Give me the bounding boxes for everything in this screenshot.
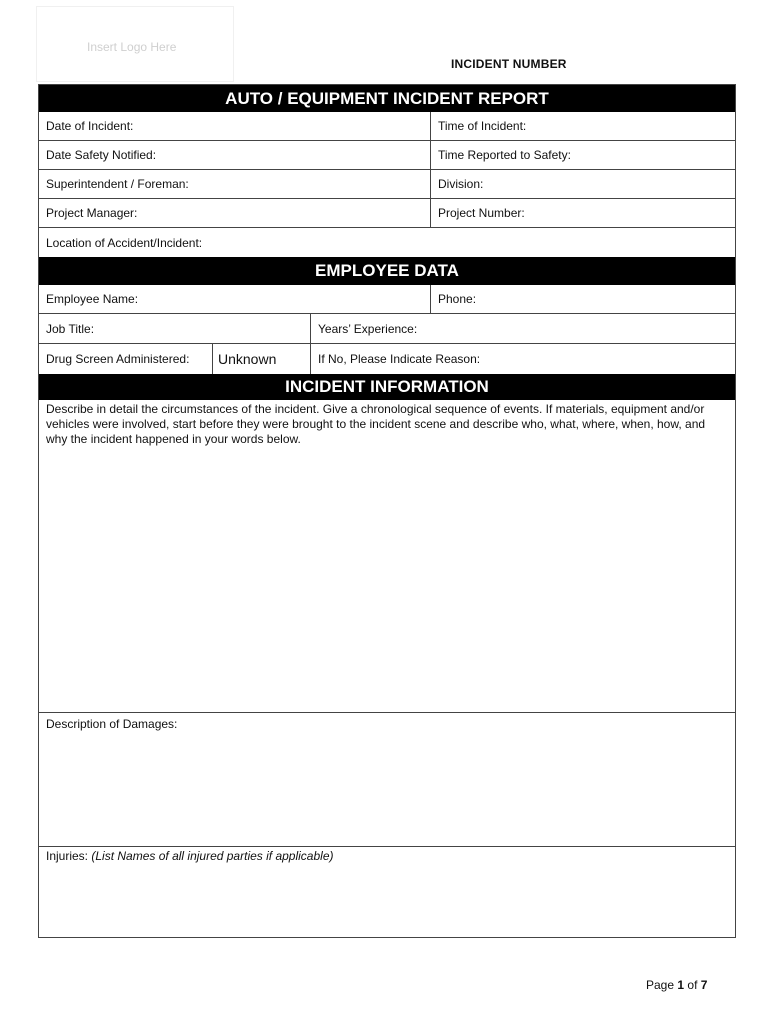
row-superintendent — [39, 170, 735, 199]
page-number — [646, 978, 707, 992]
report-title: AUTO / EQUIPMENT INCIDENT REPORT — [39, 85, 735, 112]
date-of-incident-field[interactable]: Date of Incident: — [46, 119, 134, 133]
employee-name-field[interactable]: Employee Name: — [46, 292, 139, 306]
date-safety-notified-field[interactable]: Date Safety Notified: — [46, 148, 157, 162]
damages-description-area[interactable] — [39, 713, 735, 847]
incident-description-area[interactable] — [39, 400, 735, 713]
row-location — [39, 228, 735, 257]
row-job-title — [39, 314, 735, 344]
employee-data-header: EMPLOYEE DATA — [39, 257, 735, 285]
injuries-note: (List Names of all injured parties if applicable) — [91, 849, 334, 863]
page-current: 1 — [677, 978, 685, 992]
incident-description-instructions: Describe in detail the circumstances of the incident. Give a chronological sequence of events. If materials, equipment and/or vehicles were involved, start before they were brought to the incident scene and describe who, what, where, when, how, and why the incident happened in your words below. — [46, 402, 706, 446]
page-prefix: Page — [646, 978, 675, 992]
row-safety-notified — [39, 141, 735, 170]
logo-placeholder-text: Insert Logo Here — [87, 40, 177, 54]
division-field[interactable]: Division: — [430, 170, 735, 198]
row-date-time — [39, 112, 735, 141]
project-manager-field[interactable]: Project Manager: — [46, 206, 138, 220]
injuries-label: Injuries: — [46, 849, 89, 863]
time-reported-to-safety-field[interactable]: Time Reported to Safety: — [430, 141, 735, 169]
row-project — [39, 199, 735, 228]
drug-screen-value[interactable]: Unknown — [212, 344, 310, 374]
injuries-area[interactable] — [39, 847, 735, 937]
job-title-field[interactable]: Job Title: — [46, 321, 95, 336]
phone-field[interactable]: Phone: — [430, 285, 735, 313]
incident-report-form — [38, 84, 736, 938]
page-total: 7 — [700, 978, 708, 992]
if-no-reason-field[interactable]: If No, Please Indicate Reason: — [310, 344, 735, 374]
row-drug-screen — [39, 344, 735, 374]
project-number-field[interactable]: Project Number: — [430, 199, 735, 227]
drug-screen-label: Drug Screen Administered: — [46, 352, 190, 366]
row-employee-name — [39, 285, 735, 314]
incident-information-header: INCIDENT INFORMATION — [39, 374, 735, 400]
damages-label: Description of Damages: — [46, 717, 178, 731]
time-of-incident-field[interactable]: Time of Incident: — [430, 112, 735, 140]
years-experience-field[interactable]: Years’ Experience: — [310, 314, 735, 343]
location-field[interactable]: Location of Accident/Incident: — [46, 235, 203, 250]
incident-number-label: INCIDENT NUMBER — [451, 57, 567, 71]
superintendent-foreman-field[interactable]: Superintendent / Foreman: — [46, 177, 189, 191]
page-of: of — [687, 978, 698, 992]
